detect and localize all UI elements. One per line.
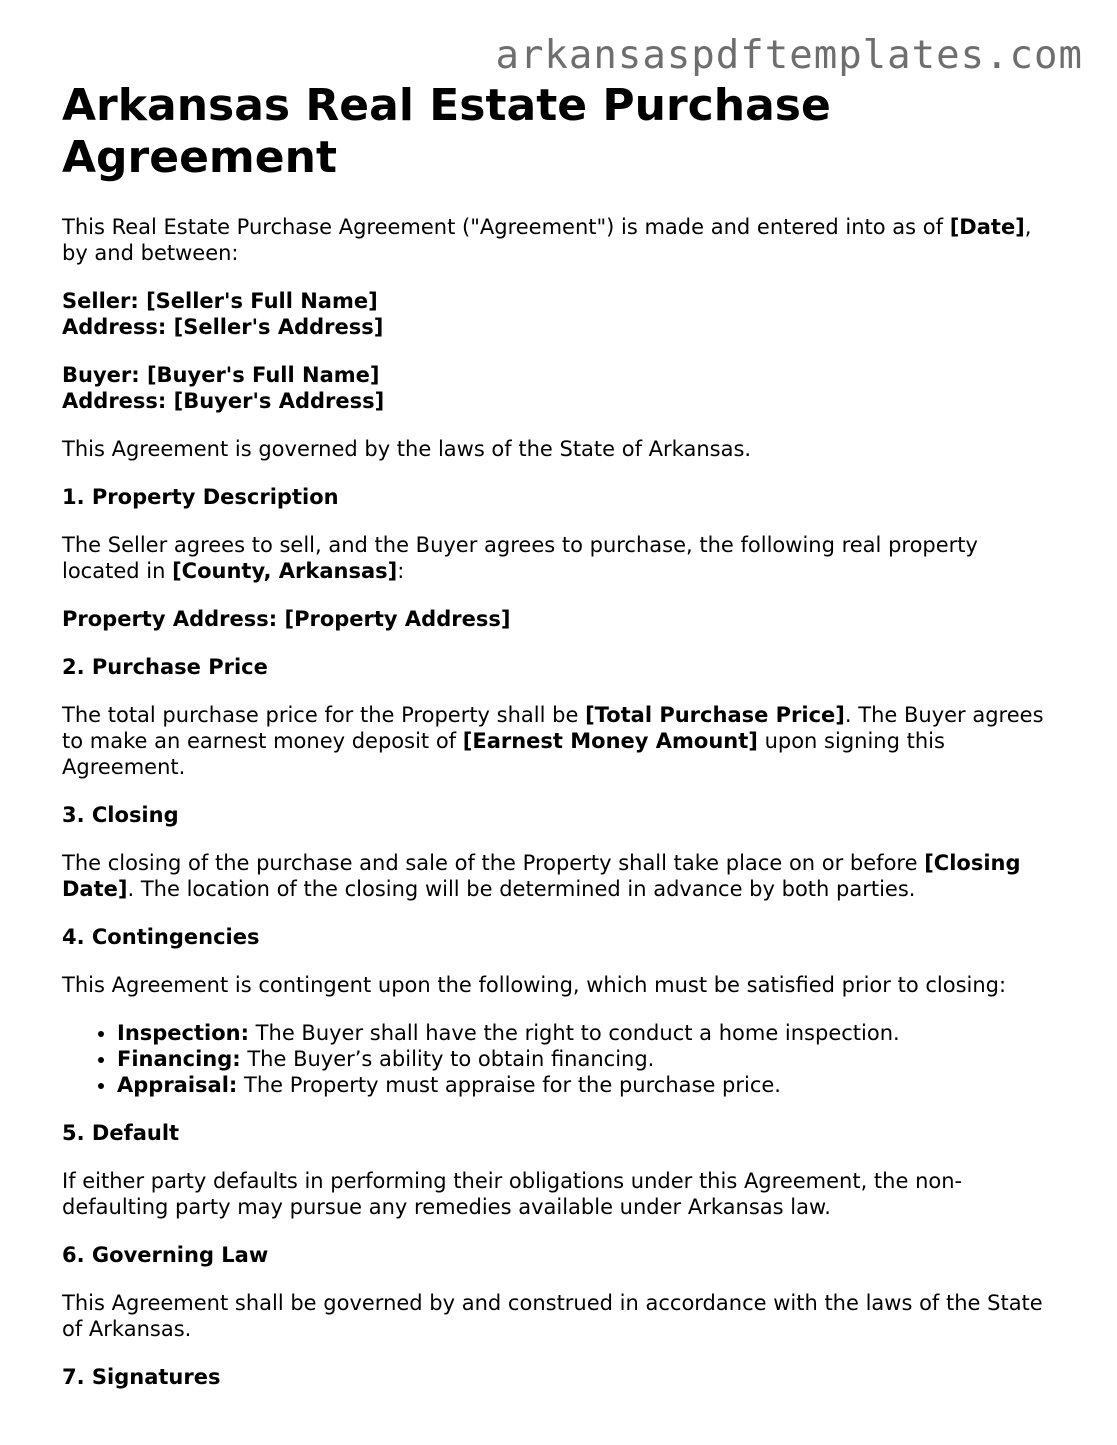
section-heading-contingencies: 4. Contingencies: [62, 925, 260, 949]
contingency-label: Appraisal:: [117, 1073, 238, 1097]
seller-address: Address: [Seller's Address]: [62, 315, 384, 339]
closing-text-1: The closing of the purchase and sale of the Property shall take place on or before: [62, 851, 925, 875]
document-page: [62, 80, 1062, 1412]
intro-text-after: , by and between:: [62, 215, 1032, 265]
section-heading-governing-law: 6. Governing Law: [62, 1243, 269, 1267]
intro-text-before: This Real Estate Purchase Agreement ("Agreement") is made and entered into as of: [62, 215, 950, 239]
governed-statement: This Agreement is governed by the laws of the State of Arkansas.: [62, 437, 752, 461]
closing-paragraph: [62, 850, 1062, 902]
buyer-address: Address: [Buyer's Address]: [62, 389, 385, 413]
buyer-block: [62, 362, 1062, 414]
property-description-paragraph: [62, 532, 1062, 584]
section-heading-signatures: 7. Signatures: [62, 1365, 221, 1389]
intro-paragraph: [62, 214, 1062, 266]
default-paragraph: If either party defaults in performing their obligations under this Agreement, the non-defaulting party may pursue any remedies available under Arkansas law.: [62, 1169, 963, 1219]
list-item: [117, 1072, 1062, 1098]
contingency-label: Inspection:: [117, 1021, 249, 1045]
seller-block: [62, 288, 1062, 340]
county-placeholder: [County, Arkansas]: [172, 559, 398, 583]
list-item: [117, 1046, 1062, 1072]
contingencies-list: [62, 1020, 1062, 1098]
watermark-text: arkansaspdftemplates.com: [495, 33, 1083, 78]
property-address: Property Address: [Property Address]: [62, 607, 511, 631]
buyer-name: Buyer: [Buyer's Full Name]: [62, 363, 380, 387]
document-title: Arkansas Real Estate Purchase Agreement: [62, 80, 831, 183]
contingency-text: The Buyer’s ability to obtain financing.: [240, 1047, 655, 1071]
section-heading-closing: 3. Closing: [62, 803, 179, 827]
contingencies-paragraph: This Agreement is contingent upon the following, which must be satisfied prior to closing:: [62, 973, 1007, 997]
total-price-placeholder: [Total Purchase Price]: [585, 703, 845, 727]
contingency-text: The Buyer shall have the right to conduct a home inspection.: [249, 1021, 900, 1045]
contingency-text: The Property must appraise for the purchase price.: [237, 1073, 781, 1097]
agreement-date-placeholder: [Date]: [949, 215, 1025, 239]
closing-text-2: . The location of the closing will be determined in advance by both parties.: [127, 877, 916, 901]
purchase-price-paragraph: [62, 702, 1062, 780]
section-heading-property-description: 1. Property Description: [62, 485, 339, 509]
contingency-label: Financing:: [117, 1047, 241, 1071]
property-text-after: :: [397, 559, 405, 583]
property-text-before: The Seller agrees to sell, and the Buyer agrees to purchase, the following real property located in: [62, 533, 978, 583]
price-text-3: upon signing this Agreement.: [62, 729, 945, 779]
list-item: [117, 1020, 1062, 1046]
price-text-1: The total purchase price for the Property shall be: [62, 703, 586, 727]
section-heading-purchase-price: 2. Purchase Price: [62, 655, 268, 679]
closing-date-placeholder: [Closing Date]: [62, 851, 1021, 901]
seller-name: Seller: [Seller's Full Name]: [62, 289, 378, 313]
earnest-money-placeholder: [Earnest Money Amount]: [462, 729, 758, 753]
section-heading-default: 5. Default: [62, 1121, 180, 1145]
price-text-2: . The Buyer agrees to make an earnest money deposit of: [62, 703, 1044, 753]
governing-law-paragraph: This Agreement shall be governed by and construed in accordance with the laws of the State of Arkansas.: [62, 1291, 1043, 1341]
